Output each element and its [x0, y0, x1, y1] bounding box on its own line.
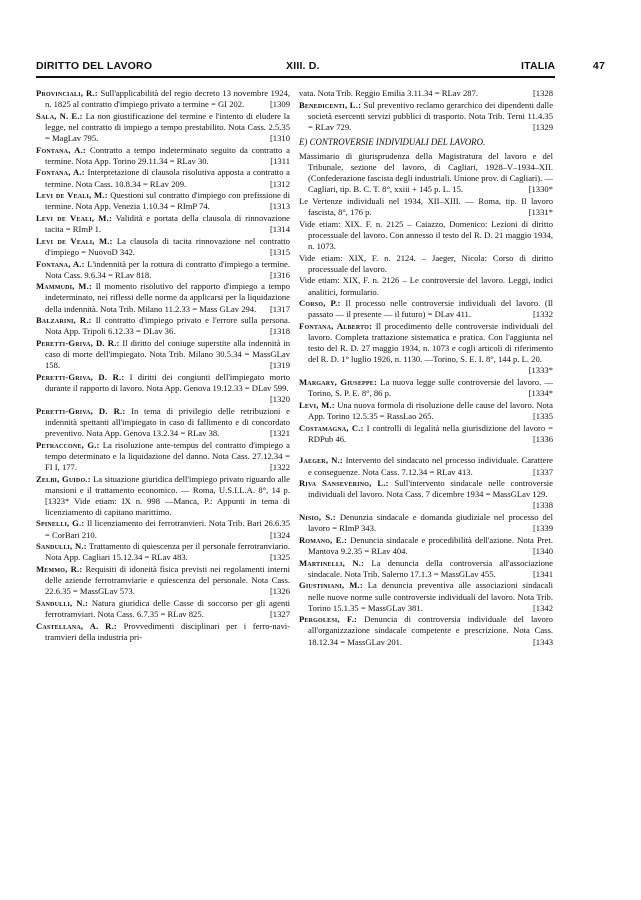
bibliography-entry [36, 598, 290, 620]
entry-author: Levi de Veali, M.: [36, 213, 113, 223]
entry-author: Sala, N. E.: [36, 110, 83, 121]
header-chapter: XIII. D. [286, 60, 320, 72]
entry-number: [1322 [269, 461, 290, 472]
entry-text: In tema di privilegio delle retribuzioni e indennità spettanti all'impiegato in caso di fallimento e di concordato preventivo. Nota App. Genova 13.2.34 = RLav 38. [45, 405, 290, 438]
entry-text: Vide etiam: XIX, F. n. 2124. – Jaeger, Nicola: Corso di diritto processuale del lavoro. [299, 252, 553, 274]
bibliography-entry [36, 564, 290, 597]
entry-author: Nisio, S.: [299, 512, 336, 523]
bibliography-entry [299, 512, 553, 534]
entry-text: Contratto a tempo indeterminato seguito da contratto a termine. Nota App. Torino 29.11.34 = RLav 30. [45, 144, 290, 166]
entry-text: Sull'applicabilità del regio decreto 13 novembre 1924, n. 1825 al contratto d'impiego privato a termine = GI 202. [45, 88, 290, 110]
entry-number: [1321 [269, 427, 290, 438]
bibliography-entry [299, 88, 553, 99]
entry-author: Giustiniani, M.: [299, 580, 363, 591]
entry-number: [1328 [532, 88, 553, 98]
entry-text: vata. Nota Trib. Reggio Emilia 3.11.34 = RLav 287. [299, 88, 479, 98]
entry-author: Levi, M.: [299, 399, 335, 410]
entry-author: Balzarini, R.: [36, 315, 92, 326]
bibliography-entry [36, 236, 290, 258]
bibliography-entry [299, 580, 553, 613]
entry-text: Interpretazione di clausola risolutiva apposta a contratto a termine. Nota Cass. 10.8.34 = RLav 209. [45, 167, 290, 189]
entry-number: [1327 [269, 609, 290, 619]
entry-number: [1325 [269, 552, 290, 563]
page-number: 47 [592, 60, 605, 72]
entry-number: [1331* [528, 207, 553, 218]
entry-text: Il procedimento delle controversie individuali del lavoro. Completa trattazione sistematica e pratica. Con l'aggiunta nel testo del R. D. 27 maggio 1934, n. 1073 e cogli articoli di riferimento del R. D. 1° luglio 1926, n. 1130. —Torino, S. E. I. 8°, 144 p. L. 20. [308, 321, 553, 365]
bibliography-entry [36, 190, 290, 212]
entry-author: Castellana, A. R.: [36, 620, 117, 631]
entry-number: [1311 [270, 155, 290, 166]
bibliography-entry [36, 406, 290, 439]
entry-number: [1314 [269, 224, 290, 235]
entry-author: Memmo, R.: [36, 564, 83, 575]
bibliography-entry [299, 614, 553, 647]
bibliography-entry [299, 400, 553, 422]
entry-text: Intervento del sindacato nel processo individuale. Carattere e conseguenze. Nota Cass. 7.12.34 = RLav 413. [308, 455, 553, 477]
entry-text: Natura giuridica delle Casse di soccorso per gli agenti ferrotramviari. Nota Cass. 6.7.35 = RLav 825. [45, 597, 290, 619]
entry-text: La nuova legge sulle controversie del lavoro. — Torino, S. P. E. 8°, 86 p. [308, 377, 553, 399]
entry-text: Denunzia sindacale e domanda giudiziale nel processo del lavoro = RImP 343. [308, 512, 553, 534]
entry-number: [1335 [532, 410, 553, 421]
entry-number: [1334* [528, 388, 553, 399]
bibliography-entry [299, 196, 553, 218]
bibliography-entry [299, 219, 553, 252]
bibliography-entry [299, 535, 553, 557]
entry-text: La denuncia preventiva alle associazioni sindacali nelle nuove norme sulle controversie individuali del lavoro. Nota Trib. Torino 15.1.35 = MassGLav 381. [308, 580, 553, 613]
bibliography-entry [299, 298, 553, 320]
entry-number: [1310 [269, 132, 290, 143]
entry-text: Denuncia di controversia individuale del lavoro all'organizzazione sindacale competente e prescrizione. Nota Cass. 18.12.34 = MassGLav 201. [308, 614, 553, 647]
entry-author: Fontana, Alberto: [299, 321, 373, 332]
entry-author: Benedicenti, L.: [299, 99, 362, 110]
entry-text: Il processo nelle controversie individuali del lavoro. (Il passato — il presente — il futuro) = DLav 411. [308, 298, 553, 320]
entry-number: [1316 [269, 269, 290, 280]
bibliography-entry [299, 321, 553, 376]
entry-text: La denuncia della controversia all'associazione sindacale. Nota Trib. Salerno 17.1.3 = MassGLav 455. [308, 557, 553, 579]
entry-author: Provinciali, R.: [36, 88, 98, 98]
entry-number: [1333* [528, 365, 553, 376]
right-column-bottom [299, 455, 553, 647]
header-right [521, 60, 605, 72]
bibliography-entry [299, 377, 553, 399]
entry-author: Costamagna, C.: [299, 422, 364, 433]
entry-number: [1326 [269, 586, 290, 597]
bibliography-entry [299, 478, 553, 511]
entry-text: I controlli di legalità nella giurisdizione del lavoro = RDPub 46. [308, 422, 553, 444]
entry-number: [1339 [532, 523, 553, 534]
entry-text: Sull'intervento sindacale nelle controversie individuali del lavoro. Nota Cass. 7 dicembre 1934 = MassGLav 129. [308, 478, 553, 500]
entry-text: Massimario di giurisprudenza della Magistratura del lavoro e del Tribunale, sezione del lavoro, di Cagliari, 1928–V–1934–XII. (Confederazione fascista degli industriali. Unione prov. di Cagliari). — Cagliari, tip. B. C. T. 8°, xxiii + 145 p. L. 15. [299, 151, 554, 195]
entry-author: Peretti-Griva, D. R.: [36, 405, 126, 416]
entry-number: [1320 [269, 394, 290, 405]
entry-number: [1318 [269, 326, 290, 337]
entry-number: [1313 [269, 201, 290, 212]
bibliography-entry [299, 455, 553, 477]
entry-number: [1329 [532, 121, 553, 132]
bibliography-entry [36, 259, 290, 281]
entry-author: Martinelli, N.: [299, 557, 365, 568]
bibliography-entry [36, 541, 290, 563]
entry-author: Jaeger, N.: [299, 455, 343, 466]
entry-text: Il diritto del coniuge superstite alla indennità in caso di morte dell'impiegato. Nota Trib. Milano 30.5.34 = MassGLav 158. [45, 338, 290, 371]
bibliography-entry [36, 213, 290, 235]
header-rule [36, 76, 555, 78]
entry-text: Requisiti di idoneità fisica previsti nei regolamenti interni delle aziende ferrotramviarie e quiescenza del personale. Nota Cass. 22.6.35 = MassGLav 573. [45, 564, 290, 597]
entry-number: [1338 [532, 500, 553, 511]
bibliography-entry [36, 518, 290, 540]
entry-author: Pergolesi, F.: [299, 614, 358, 625]
entry-author: Sandulli, N.: [36, 597, 89, 608]
entry-text: La non giustificazione del termine e l'intento di eludere la legge, nel contratto di impiego a tempo prestabilito. Nota Cass. 2.5.35 = MagLav 795. [45, 110, 291, 143]
entry-author: Sandulli, N.: [36, 541, 87, 552]
right-column-mid [299, 151, 553, 445]
entry-text: Le Vertenze individuali nel 1934, XII–XIII. — Roma, tip. Il lavoro fascista, 8°, 176 p. [299, 196, 553, 218]
bibliography-entry [299, 100, 553, 133]
bibliography-entry [299, 558, 553, 580]
entry-number: [1312 [269, 178, 290, 189]
entry-author: Petraccone, G.: [36, 439, 100, 450]
entry-text: Sul preventivo reclamo gerarchico dei dipendenti dalle società esercenti servizi pubblici di trasporto. Nota Trib. Terni 11.4.35 = RLav 729. [308, 99, 554, 132]
entry-number: [1342 [532, 602, 553, 613]
entry-text: Vide etiam: XIX, F. n. 2126 – Le controversie del lavoro. Leggi, indici analitici, formulario. [299, 275, 553, 297]
entry-number: [1341 [532, 568, 553, 579]
right-column [299, 88, 553, 648]
entry-text: La situazione giuridica dell'impiego privato riguardo alle mansioni e il trattamento economico. — Roma, U.S.I.L.A. 8°, 14 p. [1323* Vide etiam: IX n. 998 —Manca, P.: Appunti in tema di licenziamento di capitano marittimo. [45, 473, 290, 517]
entry-number: [1343 [532, 636, 553, 647]
bibliography-entry [36, 315, 290, 337]
bibliography-entry [36, 338, 290, 371]
bibliography-entry [299, 423, 553, 445]
entry-number: [1319 [269, 360, 290, 371]
bibliography-entry [36, 440, 290, 473]
bibliography-entry [36, 145, 290, 167]
entry-author: Zelbi, Guido.: [36, 473, 91, 484]
entry-text: Provvedimenti disciplinari per i ferro-navi-tramvieri della industria pri- [45, 620, 291, 642]
entry-text: L'indennità per la rottura di contratto d'impiego a termine. Nota Cass. 9.6.34 = RLav 818. [45, 258, 290, 280]
bibliography-entry [299, 275, 553, 297]
column-gap [299, 445, 553, 455]
bibliography-entry [36, 167, 290, 189]
entry-text: Una nuova formola di risoluzione delle cause del lavoro. Nota App. Torino 12.5.35 = RassLao 265. [308, 399, 553, 421]
entry-author: Levi de Veali, M.: [36, 235, 113, 246]
entry-text: Vide etiam: XIX. F. n. 2125 – Caiazzo, Domenico: Lezioni di diritto processuale del lavoro. Con annesso il testo del R. D. 21 maggio 1934, n. 1073. [299, 218, 553, 251]
entry-number: [1337 [532, 466, 553, 477]
entry-number: [1340 [532, 545, 553, 556]
entry-number: [1315 [269, 246, 290, 257]
entry-number: [1309 [269, 99, 290, 110]
entry-text: Denuncia sindacale e procedibilità dell'azione. Nota Pret. Mantova 9.2.35 = RLav 404. [308, 534, 553, 556]
entry-number: [1324 [269, 529, 290, 540]
left-column [36, 88, 290, 643]
bibliography-entry [36, 88, 290, 110]
entry-text: La risoluzione ante-tempus del contratto d'impiego a tempo determinato e la liquidazione del danno. Nota Cass. 27.12.34 = FI I, 177. [45, 439, 290, 472]
running-header [36, 58, 605, 76]
entry-number: [1332 [532, 309, 553, 320]
entry-number: [1330* [528, 184, 553, 195]
entry-number: [1336 [532, 433, 553, 444]
bibliography-entry [36, 474, 290, 518]
bibliography-entry [36, 281, 290, 314]
entry-text: Il licenziamento dei ferrotranvieri. Nota Trib. Bari 26.6.35 = CorBari 210. [45, 518, 290, 540]
entry-author: Margary, Giuseppe: [299, 377, 378, 388]
entry-author: Mammudi, M.: [36, 281, 92, 292]
header-country: ITALIA [521, 60, 556, 72]
header-section-title: DIRITTO DEL LAVORO [36, 60, 153, 72]
entry-text: Validità e portata della clausola di rinnovazione tacita = RImP 1. [45, 213, 290, 235]
entry-author: Fontana, A.: [36, 258, 85, 269]
entry-text: La clausola di tacita rinnovazione nel contratto d'impiego = NuovoD 342. [45, 235, 290, 257]
entry-text: Il contratto d'impiego privato e l'errore sulla persona. Nota App. Tripoli 6.12.33 = DLav 36. [45, 315, 290, 337]
entry-text: Questioni sul contratto d'impiego con prefissione di termine. Nota App. Venezia 1.10.34 = RImP 74. [45, 190, 290, 212]
entry-author: Romano, E.: [299, 534, 348, 545]
bibliography-entry [36, 111, 290, 144]
bibliography-entry [299, 151, 553, 195]
entry-author: Fontana, A.: [36, 167, 85, 178]
entry-author: Fontana, A.: [36, 144, 86, 155]
bibliography-entry [36, 621, 290, 643]
bibliography-entry [36, 372, 290, 405]
section-heading: E) CONTROVERSIE INDIVIDUALI DEL LAVORO. [299, 136, 486, 147]
entry-text: I diritti dei congiunti dell'impiegato morto durante il rapporto di lavoro. Nota App. Genova 19.12.33 = DLav 599. [45, 371, 291, 393]
entry-author: Peretti-Griva, D. R.: [36, 371, 125, 382]
entry-author: Riva Sanseverino, L.: [299, 478, 389, 489]
entry-author: Peretti-Griva, D. R.: [36, 338, 120, 348]
entry-text: Trattamento di quiescenza per il personale ferrotranviario. Nota App. Cagliari 15.12.34 = RLav 483. [45, 541, 290, 563]
bibliography-entry [299, 253, 553, 275]
entry-number: [1317 [269, 303, 290, 314]
entry-author: Corso, P.: [299, 298, 341, 309]
entry-author: Levi de Veali, M.: [36, 190, 108, 201]
entry-author: Spinelli, G.: [36, 518, 85, 529]
entry-text: Il momento risolutivo del rapporto d'impiego a tempo indeterminato, nei riflessi delle norme da applicarsi per la liquidazione della indennità. Nota Trib. Milano 11.2.33 = Mass GLav 294. [45, 281, 290, 314]
right-column-top [299, 88, 553, 133]
